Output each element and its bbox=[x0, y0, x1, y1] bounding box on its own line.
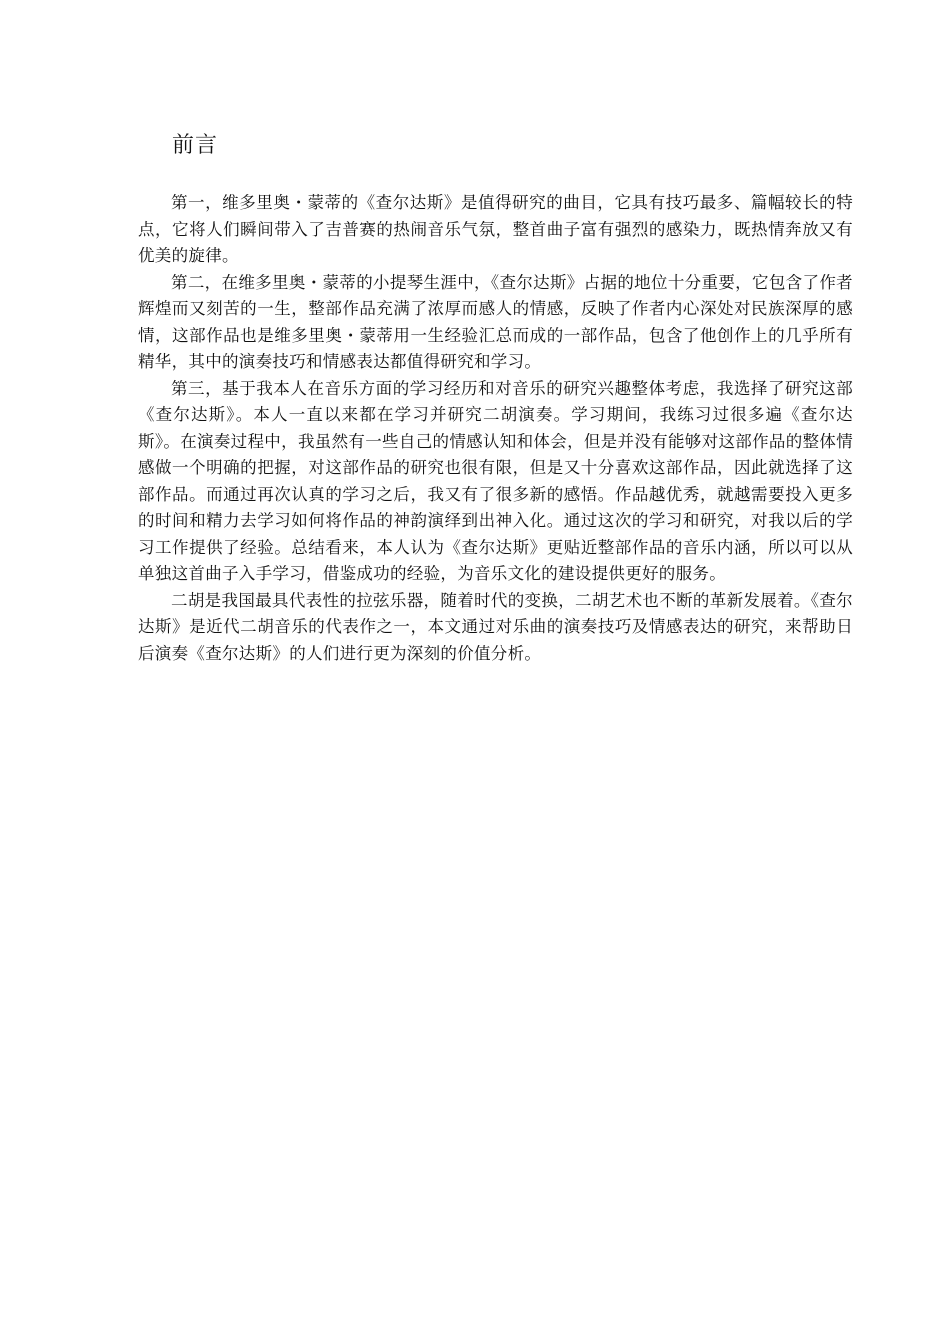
paragraph-3: 第三，基于我本人在音乐方面的学习经历和对音乐的研究兴趣整体考虑，我选择了研究这部《查尔达斯》。本人一直以来都在学习并研究二胡演奏。学习期间，我练习过很多遍《查尔达斯》。在演奏过程中，我虽然有一些自己的情感认知和体会，但是并没有能够对这部作品的整体情感做一个明确的把握，对这部作品的研究也很有限，但是又十分喜欢这部作品，因此就选择了这部作品。而通过再次认真的学习之后，我又有了很多新的感悟。作品越优秀，就越需要投入更多的时间和精力去学习如何将作品的神韵演绎到出神入化。通过这次的学习和研究，对我以后的学习工作提供了经验。总结看来，本人认为《查尔达斯》更贴近整部作品的音乐内涵，所以可以从单独这首曲子入手学习，借鉴成功的经验，为音乐文化的建设提供更好的服务。 bbox=[138, 378, 853, 583]
paragraph-1: 第一，维多里奥・蒙蒂的《查尔达斯》是值得研究的曲目，它具有技巧最多、篇幅较长的特点，它将人们瞬间带入了吉普赛的热闹音乐气氛，整首曲子富有强烈的感染力，既热情奔放又有优美的旋律。 bbox=[138, 193, 853, 265]
page-heading: 前言 bbox=[172, 133, 219, 158]
paragraph-2: 第二，在维多里奥・蒙蒂的小提琴生涯中，《查尔达斯》占据的地位十分重要，它包含了作者辉煌而又刻苦的一生，整部作品充满了浓厚而感人的情感，反映了作者内心深处对民族深厚的感情，这部作品也是维多里奥・蒙蒂用一生经验汇总而成的一部作品，包含了他创作上的几乎所有精华，其中的演奏技巧和情感表达都值得研究和学习。 bbox=[138, 272, 853, 371]
body-text bbox=[138, 190, 853, 667]
paragraph-4: 二胡是我国最具代表性的拉弦乐器，随着时代的变换，二胡艺术也不断的革新发展着。《查尔达斯》是近代二胡音乐的代表作之一，本文通过对乐曲的演奏技巧及情感表达的研究，来帮助日后演奏《查尔达斯》的人们进行更为深刻的价值分析。 bbox=[138, 590, 853, 663]
